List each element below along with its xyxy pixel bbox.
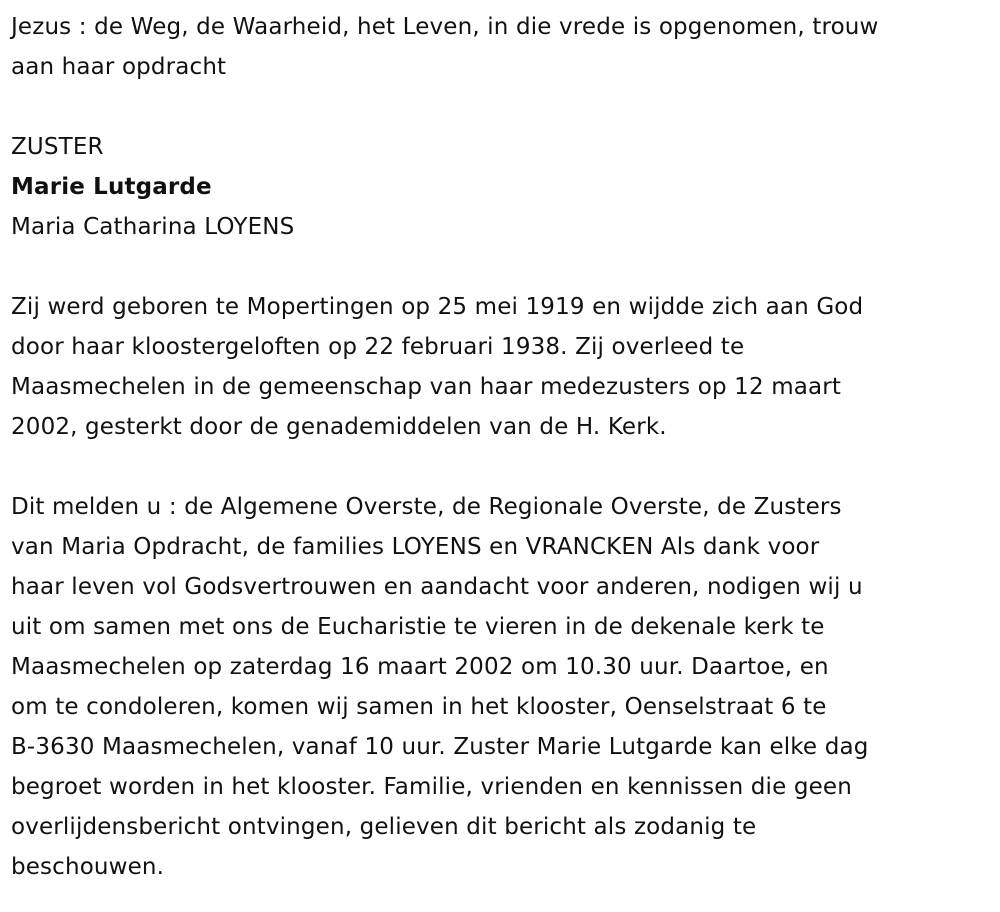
spacer: [11, 447, 996, 487]
biography-line: 2002, gesterkt door de genademiddelen van de H. Kerk.: [11, 414, 667, 440]
spacer: [11, 87, 996, 127]
announcement-line: begroet worden in het klooster. Familie, vrienden en kennissen die geen: [11, 774, 852, 800]
announcement-line: om te condoleren, komen wij samen in het klooster, Oenselstraat 6 te: [11, 694, 827, 720]
announcement-line: Maasmechelen op zaterdag 16 maart 2002 om 10.30 uur. Daartoe, en: [11, 654, 829, 680]
announcement-line: uit om samen met ons de Eucharistie te vieren in de dekenale kerk te: [11, 614, 825, 640]
spacer: [11, 247, 996, 287]
biography-line: Zij werd geboren te Mopertingen op 25 mei 1919 en wijdde zich aan God: [11, 294, 864, 320]
civil-name: Maria Catharina LOYENS: [11, 214, 295, 240]
intro-paragraph: [11, 7, 996, 87]
intro-line: aan haar opdracht: [11, 54, 227, 80]
announcement-line: overlijdensbericht ontvingen, gelieven dit bericht als zodanig te: [11, 814, 757, 840]
announcement-line: beschouwen.: [11, 854, 165, 880]
biography-line: door haar kloostergeloften op 22 februari 1938. Zij overleed te: [11, 334, 745, 360]
intro-line: Jezus : de Weg, de Waarheid, het Leven, in die vrede is opgenomen, trouw: [11, 14, 879, 40]
announcement-line: van Maria Opdracht, de families LOYENS en VRANCKEN Als dank voor: [11, 534, 820, 560]
announcement-line: haar leven vol Godsvertrouwen en aandacht voor anderen, nodigen wij u: [11, 574, 863, 600]
biography-line: Maasmechelen in de gemeenschap van haar medezusters op 12 maart: [11, 374, 842, 400]
person-title: ZUSTER: [11, 134, 104, 160]
announcement-paragraph: [11, 487, 996, 887]
obituary-document: [11, 7, 996, 887]
biography-paragraph: [11, 287, 996, 447]
announcement-line: B-3630 Maasmechelen, vanaf 10 uur. Zuster Marie Lutgarde kan elke dag: [11, 734, 869, 760]
announcement-line: Dit melden u : de Algemene Overste, de Regionale Overste, de Zusters: [11, 494, 842, 520]
religious-name: Marie Lutgarde: [11, 174, 212, 200]
person-heading: [11, 127, 996, 247]
